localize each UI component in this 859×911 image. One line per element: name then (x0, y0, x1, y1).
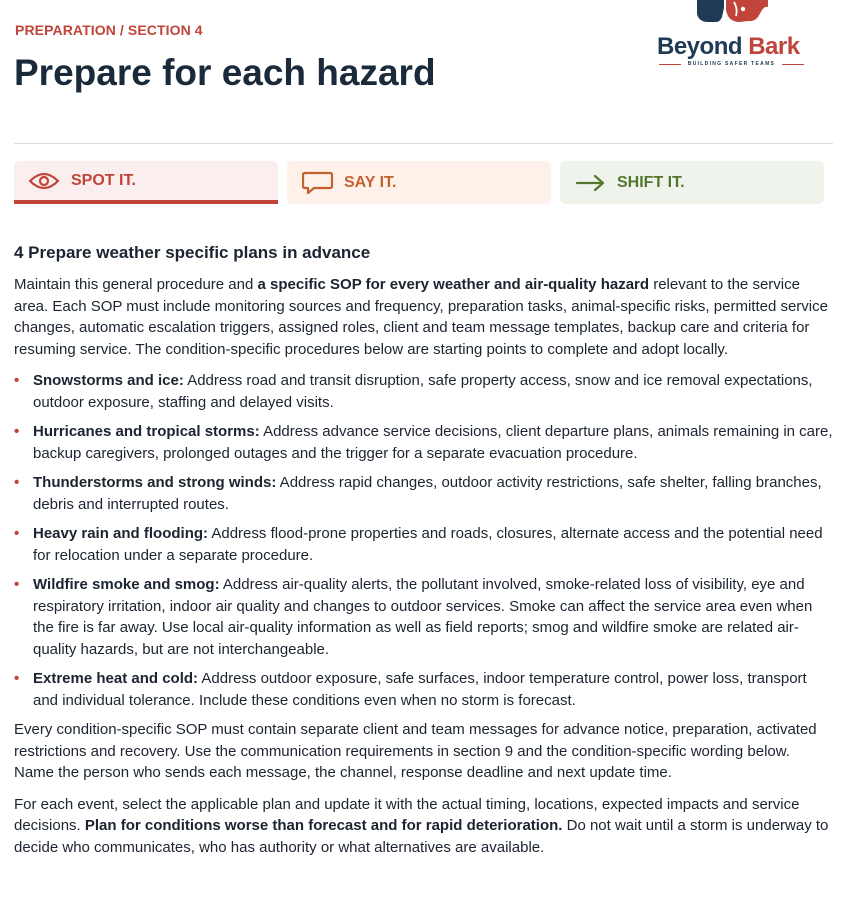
eye-icon (29, 168, 61, 194)
hazard-list (14, 370, 834, 711)
list-item: • Extreme heat and cold: Address outdoor exposure, safe surfaces, indoor temperature control, power loss, transport and individual tolerance. Include these conditions even when no storm is forecast. (14, 668, 834, 711)
logo-tagline: BUILDING SAFER TEAMS (661, 61, 802, 67)
list-item: • Wildfire smoke and smog: Address air-quality alerts, the pollutant involved, smoke-related loss of visibility, eye and respiratory irritation, indoor air quality and changes to outdoor services. Smoke can affect the service area even when the fire is far away. Use local air-quality information as well as field reports; smog and wildfire smoke are related air-quality hazards, but are not interchangeable. (14, 574, 834, 660)
header-divider (14, 143, 833, 144)
intro-paragraph: Maintain this general procedure and a specific SOP for every weather and air-quality hazard relevant to the service area. Each SOP must include monitoring sources and frequency, preparation tasks, animal-specific risks, permitted service changes, automatic escalation triggers, assigned roles, client and team message templates, backup care and criteria for resuming service. The condition-specific procedures below are starting points to complete and adopt locally. (14, 276, 828, 358)
tab-say-it[interactable] (287, 161, 551, 204)
tab-label: SPOT IT. (71, 171, 136, 189)
tab-label: SHIFT IT. (617, 173, 685, 191)
event-paragraph: For each event, select the applicable plan and update it with the actual timing, locations, expected impacts and service decisions. Plan for conditions worse than forecast and for rapid deterioration. Do not wait until a storm is underway to decide who communicates, who has authority or what alternatives are available. (14, 795, 829, 856)
section-content (14, 242, 834, 868)
section-heading: 4 Prepare weather specific plans in advance (14, 243, 371, 262)
page-title: Prepare for each hazard (14, 52, 436, 93)
section-eyebrow: PREPARATION / SECTION 4 (15, 22, 203, 38)
list-item: • Thunderstorms and strong winds: Address rapid changes, outdoor activity restrictions, safe shelter, falling branches, debris and interrupted routes. (14, 472, 834, 515)
speech-bubble-icon (302, 170, 334, 196)
list-item: • Snowstorms and ice: Address road and transit disruption, safe property access, snow and ice removal expectations, outdoor exposure, staffing and delayed visits. (14, 370, 834, 413)
list-item: • Hurricanes and tropical storms: Address advance service decisions, client departure plans, animals remaining in care, backup caregivers, prolonged outages and the trigger for a separate evacuation procedure. (14, 421, 834, 464)
messages-paragraph: Every condition-specific SOP must contain separate client and team messages for advance notice, preparation, activated restrictions and recovery. Use the communication requirements in section 9 and the condition-specific wording below. Name the person who sends each message, the channel, response deadline and next update time. (14, 721, 817, 781)
tab-spot-it[interactable] (14, 161, 278, 204)
tab-shift-it[interactable] (560, 161, 824, 204)
beyond-bark-logo (650, 0, 810, 75)
list-item: • Heavy rain and flooding: Address flood-prone properties and roads, closures, alternate access and the potential need for relocation under a separate procedure. (14, 523, 834, 566)
tab-label: SAY IT. (344, 173, 397, 191)
logo-wordmark: Beyond Bark (657, 33, 800, 60)
arrow-right-icon (575, 170, 607, 196)
